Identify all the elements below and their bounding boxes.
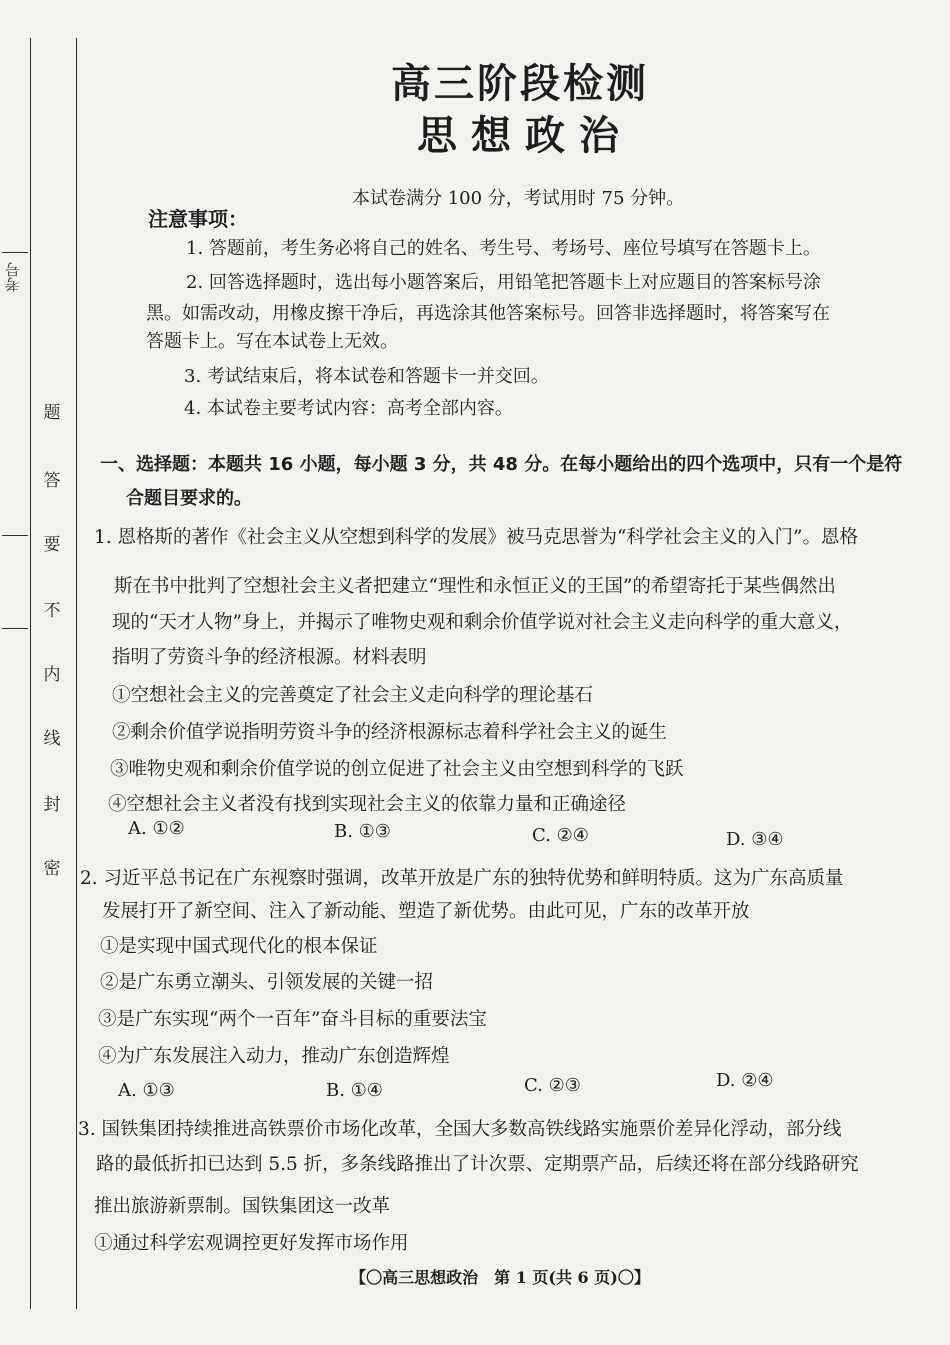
question-2-statement: ④为广东发展注入动力，推动广东创造辉煌 xyxy=(98,1046,450,1067)
question-1-option-b: B. ①③ xyxy=(334,821,391,842)
notice-item: 1. 答题前，考生务必将自己的姓名、考生号、考场号、座位号填写在答题卡上。 xyxy=(186,238,821,259)
seal-char: 不 xyxy=(43,601,61,621)
seal-char: 线 xyxy=(43,729,61,749)
section-heading xyxy=(100,448,910,516)
notice-item: 4. 本试卷主要考试内容：高考全部内容。 xyxy=(184,398,513,419)
question-2-option-b: B. ①④ xyxy=(326,1080,383,1101)
subject-title: 思想政治 xyxy=(417,112,633,159)
question-1-line: 斯在书中批判了空想社会主义者把建立“理性和永恒正义的王国”的希望寄托于某些偶然出 xyxy=(114,576,836,597)
binding-line-outer xyxy=(30,38,31,1309)
question-2-option-c: C. ②③ xyxy=(524,1075,581,1096)
binding-line-inner xyxy=(76,38,77,1309)
question-3-statement: ①通过科学宏观调控更好发挥市场作用 xyxy=(94,1233,409,1254)
question-1-line: 1. 恩格斯的著作《社会主义从空想到科学的发展》被马克思誉为“科学社会主义的入门”。恩格 xyxy=(94,527,858,548)
seal-char: 封 xyxy=(43,795,61,815)
notice-item: 2. 回答选择题时，选出每小题答案后，用铅笔把答题卡上对应题目的答案标号涂 xyxy=(186,272,821,293)
question-2-statement: ②是广东勇立潮头、引领发展的关键一招 xyxy=(100,972,434,993)
question-1-line: 现的“天才人物”身上，并揭示了唯物史观和剩余价值学说对社会主义走向科学的重大意义， xyxy=(112,612,853,633)
seal-char: 题 xyxy=(43,403,61,423)
question-1-option-c: C. ②④ xyxy=(532,825,589,846)
question-2-line: 2. 习近平总书记在广东视察时强调，改革开放是广东的独特优势和鲜明特质。这为广东高质量 xyxy=(80,868,844,889)
page-footer: 【〇高三思想政治 第 1 页(共 6 页)〇】 xyxy=(350,1268,650,1287)
question-1-option-d: D. ③④ xyxy=(726,829,784,850)
question-1-line: 指明了劳资斗争的经济根源。材料表明 xyxy=(112,647,427,668)
question-3-line: 路的最低折扣已达到 5.5 折，多条线路推出了计次票、定期票产品，后续还将在部分线路研究 xyxy=(96,1154,859,1175)
kaohao-label: 考号 xyxy=(4,262,22,292)
question-1-option-a: A. ①② xyxy=(128,818,185,839)
question-2-statement: ③是广东实现“两个一百年”奋斗目标的重要法宝 xyxy=(98,1009,487,1030)
question-2-statement: ①是实现中国式现代化的根本保证 xyxy=(100,936,378,957)
seal-char: 要 xyxy=(43,535,61,555)
question-1-statement: ④空想社会主义者没有找到实现社会主义的依靠力量和正确途径 xyxy=(108,794,627,815)
seal-char: 答 xyxy=(43,471,61,491)
question-2-option-d: D. ②④ xyxy=(716,1070,774,1091)
seal-char: 内 xyxy=(43,665,61,685)
question-3-line: 3. 国铁集团持续推进高铁票价市场化改革，全国大多数高铁线路实施票价差异化浮动，部分线 xyxy=(78,1119,842,1140)
question-1-statement: ②剩余价值学说指明劳资斗争的经济根源标志着科学社会主义的诞生 xyxy=(112,722,668,743)
question-1-statement: ①空想社会主义的完善奠定了社会主义走向科学的理论基石 xyxy=(112,685,594,706)
section-heading-line: 合题目要求的。 xyxy=(126,488,252,509)
question-1-statement: ③唯物史观和剩余价值学说的创立促进了社会主义由空想到科学的飞跃 xyxy=(110,759,684,780)
question-2-line: 发展打开了新空间、注入了新动能、塑造了新优势。由此可见，广东的改革开放 xyxy=(102,901,750,922)
seal-char: 密 xyxy=(43,859,61,879)
section-heading-line: 一、选择题：本题共 16 小题，每小题 3 分，共 48 分。在每小题给出的四个选项中，只有一个是符 xyxy=(100,454,903,475)
question-3-line: 推出旅游新票制。国铁集团这一改革 xyxy=(94,1196,391,1217)
question-2-option-a: A. ①③ xyxy=(118,1080,175,1101)
notice-item: 黑。如需改动，用橡皮擦干净后，再选涂其他答案标号。回答非选择题时，将答案写在 xyxy=(146,303,830,324)
exam-title: 高三阶段检测 xyxy=(391,60,649,107)
notice-heading: 注意事项： xyxy=(148,207,248,231)
exam-info: 本试卷满分 100 分，考试用时 75 分钟。 xyxy=(352,188,685,209)
notice-item: 答题卡上。写在本试卷上无效。 xyxy=(146,331,398,352)
notice-item: 3. 考试结束后，将本试卷和答题卡一并交回。 xyxy=(184,366,549,387)
